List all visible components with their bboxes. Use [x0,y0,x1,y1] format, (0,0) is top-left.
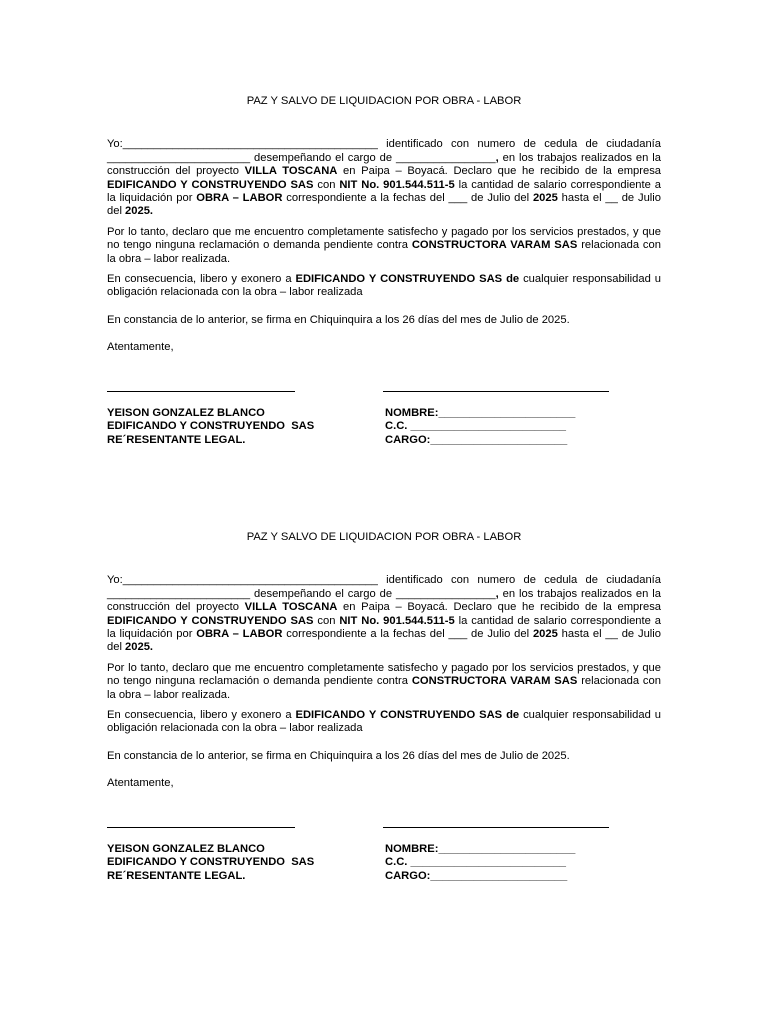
text-run: en los trabajos realizados en la construcción del proyecto [107,587,661,614]
document-title: PAZ Y SALVO DE LIQUIDACION POR OBRA - LABOR [246,531,522,543]
signer-name: YEISON GONZALEZ BLANCO [107,842,265,855]
declaration-paragraph [107,138,661,218]
release-paragraph [107,273,661,300]
project-name: VILLA TOSCANA [244,165,338,178]
project-name: VILLA TOSCANA [244,601,338,614]
text-run: Por lo tanto, declaro que me encuentro completamente satisfecho y pagado por los servicios prestados, y que no tengo ninguna reclamación o demanda pendiente contra [107,661,661,688]
satisfaction-paragraph [107,662,661,702]
closing-text: Atentamente, [107,777,174,790]
text-run: correspondiente a la fechas del ___ de Julio del [282,192,533,205]
signer-company: EDIFICANDO Y CONSTRUYENDO SAS [107,856,315,869]
constructora-name: CONSTRUCTORA VARAM SAS [411,239,578,252]
release-paragraph [107,709,661,736]
signers [107,843,661,887]
text-run: con [313,614,340,627]
text-run: la cantidad de salario correspondiente a la liquidación por [107,614,661,641]
company-name: EDIFICANDO Y CONSTRUYENDO SAS de [295,273,520,286]
cc-field: C.C. _________________________ [385,856,567,869]
year: 2025 [532,628,558,641]
signature-line-right [383,391,609,392]
signer-left [107,843,314,883]
text-run: correspondiente a la fechas del ___ de Julio del [282,628,533,641]
signer-role: RE´RESENTANTE LEGAL. [107,433,246,446]
paz-y-salvo-block-1 [107,95,661,451]
text-run: hasta el __ de Julio del [107,628,662,654]
signature-lines [107,813,661,843]
signer-right [385,407,575,447]
text-run: cualquier responsabilidad u obligación relacionada con la obra – labor realizada [107,709,661,735]
satisfaction-paragraph [107,226,661,266]
company-name: EDIFICANDO Y CONSTRUYENDO SAS [107,614,314,627]
text-run: en Paipa – Boyacá. Declaro que he recibido de la empresa [337,601,662,614]
text-run: Yo:_________________________________________ identificado con numero de cedula de ciudadanía _______________________ desempeñando el cargo de ________________ [107,138,661,164]
year: 2025 [532,192,558,205]
signature-line-right [383,827,609,828]
text-run: Yo:_________________________________________ identificado con numero de cedula de ciudadanía _______________________ desempeñando el cargo de ________________ [107,574,661,600]
text-run: en Paipa – Boyacá. Declaro que he recibido de la empresa [337,165,662,178]
signer-name: YEISON GONZALEZ BLANCO [107,406,265,419]
signature-place-date: En constancia de lo anterior, se firma en Chiquinquira a los 26 días del mes de Julio de 2025. [107,313,570,326]
company-nit: NIT No. 901.544.511-5 [339,614,455,627]
declaration-paragraph [107,574,661,654]
text-run: En consecuencia, libero y exonero a [107,273,296,286]
paz-y-salvo-block-2 [107,531,661,887]
signers [107,407,661,451]
signature-place-date: En constancia de lo anterior, se firma en Chiquinquira a los 26 días del mes de Julio de 2025. [107,749,570,762]
contract-type: OBRA – LABOR [196,628,283,641]
nombre-field: NOMBRE:______________________ [385,842,576,855]
signer-left [107,407,314,447]
text-run: la cantidad de salario correspondiente a la liquidación por [107,178,661,205]
signer-right [385,843,575,883]
document-title: PAZ Y SALVO DE LIQUIDACION POR OBRA - LABOR [246,95,522,107]
company-name: EDIFICANDO Y CONSTRUYENDO SAS de [295,709,520,722]
year: 2025. [125,641,154,654]
text-run: hasta el __ de Julio del [107,192,662,218]
text-run: relacionada con la obra – labor realizada. [107,239,661,265]
constructora-name: CONSTRUCTORA VARAM SAS [411,675,578,688]
cargo-field: CARGO:______________________ [385,433,568,446]
company-nit: NIT No. 901.544.511-5 [339,178,455,191]
bold-run: , [495,587,499,600]
contract-type: OBRA – LABOR [196,192,283,205]
cc-field: C.C. _________________________ [385,420,567,433]
text-run: relacionada con la obra – labor realizada. [107,675,661,701]
signature-line-left [107,391,295,392]
signer-company: EDIFICANDO Y CONSTRUYENDO SAS [107,420,315,433]
bold-run: , [495,151,499,164]
company-name: EDIFICANDO Y CONSTRUYENDO SAS [107,178,314,191]
signature-line-left [107,827,295,828]
text-run: En consecuencia, libero y exonero a [107,709,296,722]
text-run: Por lo tanto, declaro que me encuentro completamente satisfecho y pagado por los servicios prestados, y que no tengo ninguna reclamación o demanda pendiente contra [107,225,661,252]
text-run: cualquier responsabilidad u obligación relacionada con la obra – labor realizada [107,273,661,299]
nombre-field: NOMBRE:______________________ [385,406,576,419]
closing-text: Atentamente, [107,341,174,354]
signer-role: RE´RESENTANTE LEGAL. [107,869,246,882]
text-run: en los trabajos realizados en la construcción del proyecto [107,151,661,178]
cargo-field: CARGO:______________________ [385,869,568,882]
year: 2025. [125,205,154,218]
signature-lines [107,377,661,407]
text-run: con [313,178,340,191]
